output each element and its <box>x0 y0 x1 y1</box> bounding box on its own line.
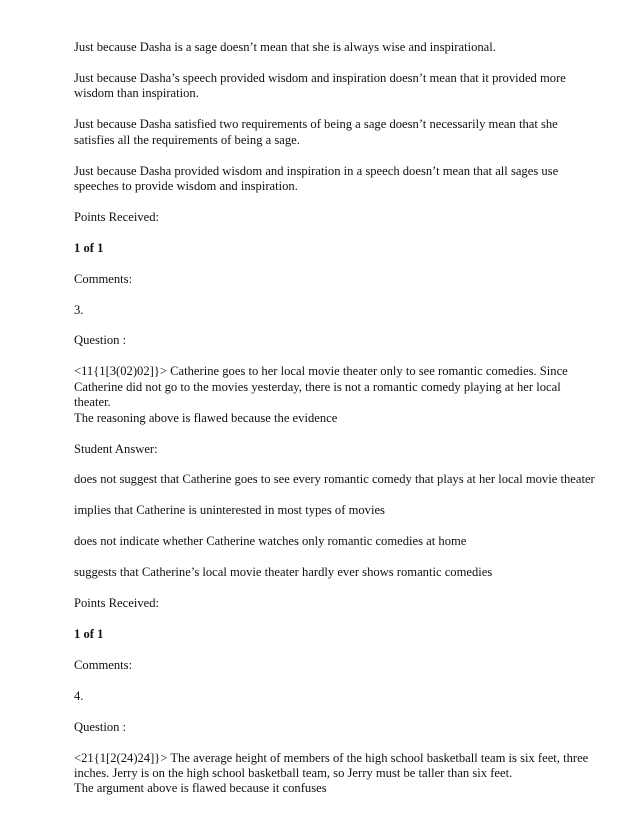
question-label: Question : <box>74 333 127 348</box>
question-text-line: <11{1[3(02)02]}> Catherine goes to her local movie theater only to see romantic comedies. Since <box>74 364 568 379</box>
answer-option-1: does not suggest that Catherine goes to see every romantic comedy that plays at her local movie theater <box>74 472 595 487</box>
question-prompt: The reasoning above is flawed because the evidence <box>74 410 338 425</box>
student-answer-label: Student Answer: <box>74 441 158 456</box>
question-number: 3. <box>74 302 84 317</box>
points-received-value: 1 of 1 <box>74 240 104 255</box>
answer-option-3: does not indicate whether Catherine watches only romantic comedies at home <box>74 534 467 549</box>
question-text <box>74 364 598 426</box>
question-text-line: theater. <box>74 395 111 410</box>
question-text-line: inches. Jerry is on the high school basketball team, so Jerry must be taller than six feet. <box>74 765 513 780</box>
question-text-line: Catherine did not go to the movies yesterday, there is not a romantic comedy playing at her local <box>74 379 561 394</box>
points-received-label: Points Received: <box>74 596 159 611</box>
answer-option-1: Just because Dasha is a sage doesn’t mean that she is always wise and inspirational. <box>74 40 496 54</box>
question-label: Question : <box>74 719 127 734</box>
answer-option-3: Just because Dasha satisfied two requirements of being a sage doesn’t necessarily mean that she satisfies all the requirements of being a sage. <box>74 117 558 147</box>
points-received-value: 1 of 1 <box>74 626 104 641</box>
answer-option-4: suggests that Catherine’s local movie theater hardly ever shows romantic comedies <box>74 565 493 580</box>
comments-label: Comments: <box>74 271 133 286</box>
question-number: 4. <box>74 688 84 703</box>
question-text <box>74 751 598 797</box>
answer-option-2: Just because Dasha’s speech provided wisdom and inspiration doesn’t mean that it provided more wisdom than inspiration. <box>74 70 566 101</box>
comments-label: Comments: <box>74 657 133 672</box>
points-received-label: Points Received: <box>74 209 159 224</box>
question-prompt: The argument above is flawed because it confuses <box>74 781 327 796</box>
answer-option-2: implies that Catherine is uninterested in most types of movies <box>74 503 385 518</box>
question-text-line: <21{1[2(24)24]}> The average height of members of the high school basketball team is six feet, three <box>74 750 589 765</box>
answer-option-4: Just because Dasha provided wisdom and inspiration in a speech doesn’t mean that all sages use speeches to provide wisdom and inspiration. <box>74 163 559 193</box>
